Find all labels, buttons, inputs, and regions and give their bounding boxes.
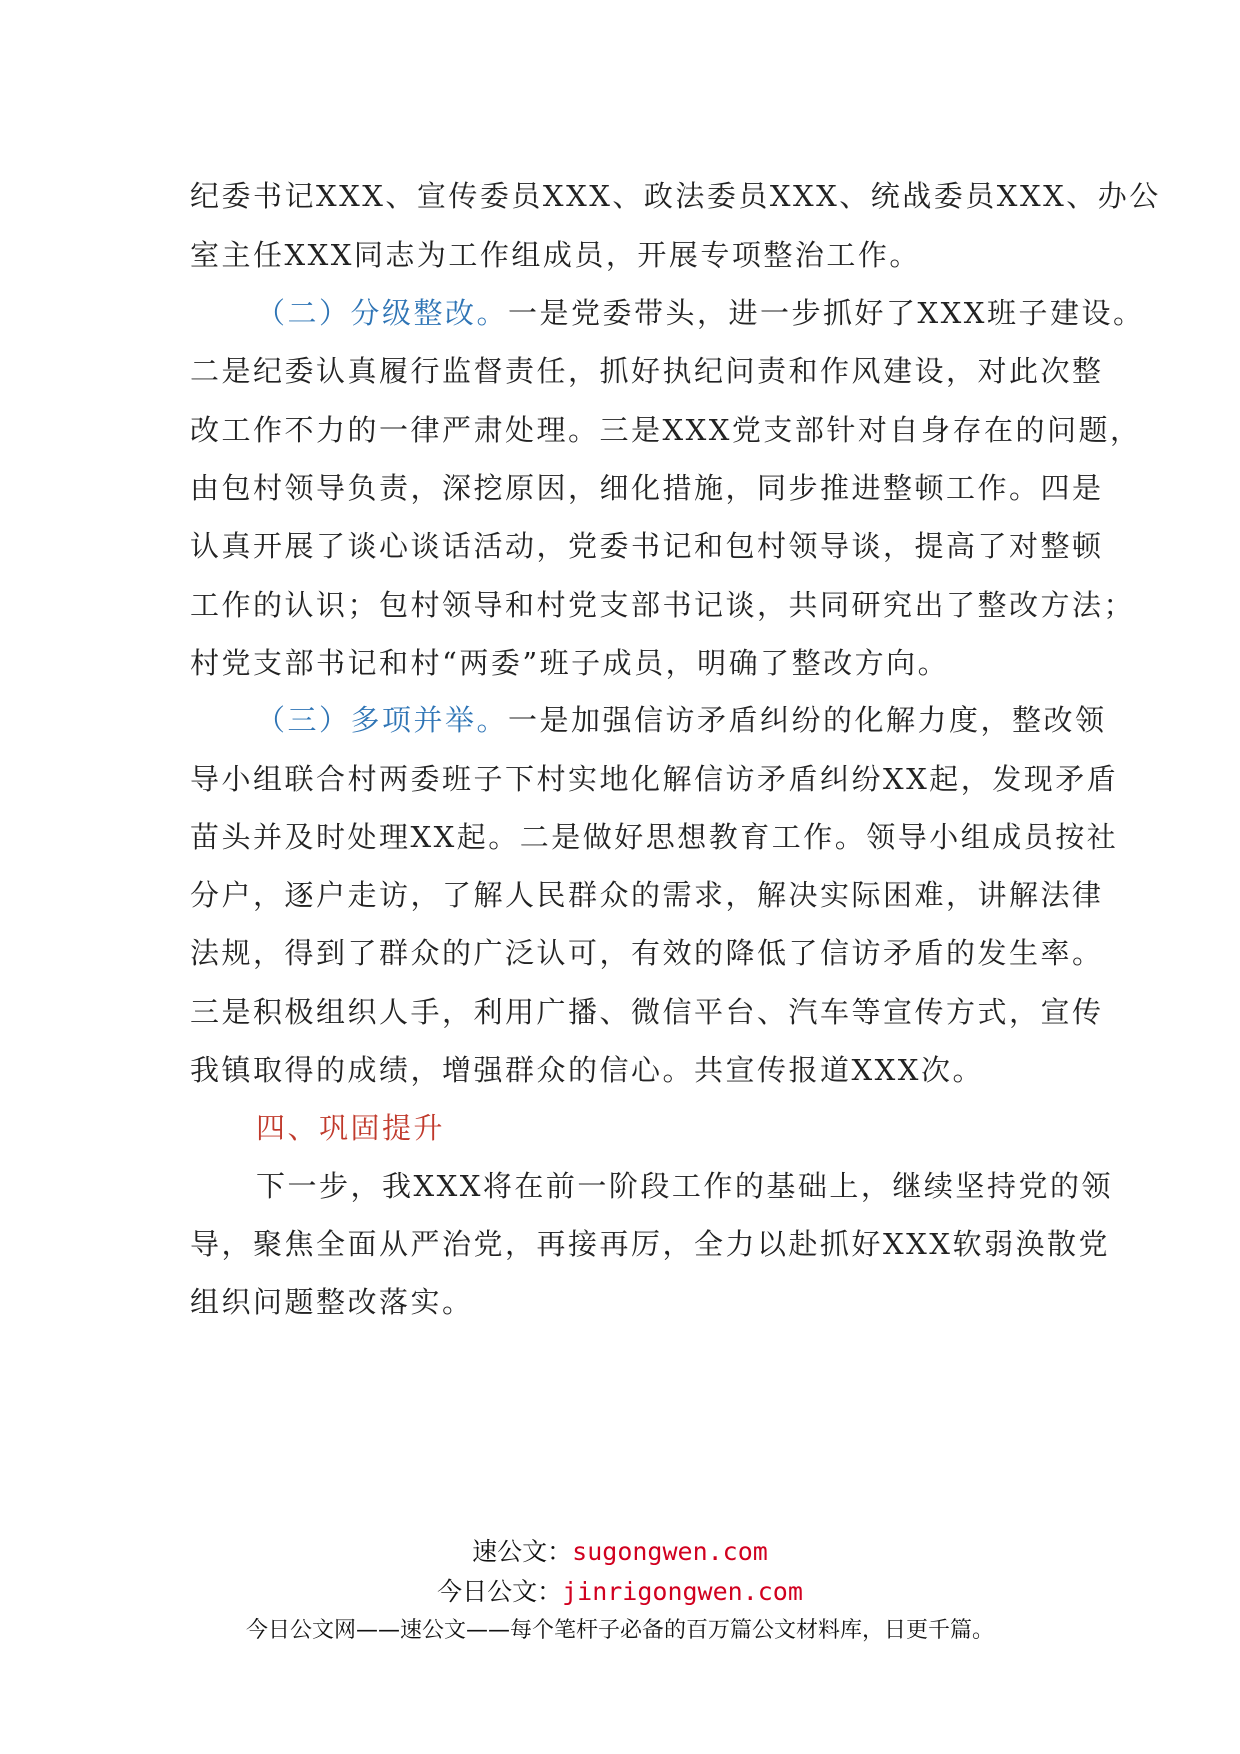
text-line: 三是积极组织人手，利用广播、微信平台、汽车等宣传方式，宣传 [190,995,1104,1029]
text-line: 纪委书记XXX、宣传委员XXX、政法委员XXX、统战委员XXX、办公 [190,179,1161,213]
text-line: 二是纪委认真履行监督责任，抓好执纪问责和作风建设，对此次整 [190,354,1104,388]
text-line: 村党支部书记和村“两委”班子成员，明确了整改方向。 [190,646,950,680]
section-2-heading: （二）分级整改。 [256,296,509,330]
footer-line-jinrigongwen [0,1572,1240,1608]
text-line: 分户，逐户走访，了解人民群众的需求，解决实际困难，讲解法律 [190,878,1104,912]
section-3-heading: （三）多项并举。 [256,703,509,737]
section-3-paragraph-start [256,700,1107,740]
footer-label: 速公文： [472,1537,573,1566]
section-2-paragraph-start [256,293,1144,333]
footer-label: 今日公文： [437,1577,563,1606]
text-line: 室主任XXX同志为工作组成员，开展专项整治工作。 [190,238,921,272]
text-line: 法规，得到了群众的广泛认可，有效的降低了信访矛盾的发生率。 [190,936,1104,970]
footer-line-sugongwen [0,1532,1240,1568]
section-2-first-line: 一是党委带头，进一步抓好了XXX班子建设。 [508,296,1145,330]
text-line: 我镇取得的成绩，增强群众的信心。共宣传报道XXX次。 [190,1053,984,1087]
text-line: 工作的认识；包村领导和村党支部书记谈，共同研究出了整改方法； [190,588,1136,622]
section-4-first-line: 下一步，我XXX将在前一阶段工作的基础上，继续坚持党的领 [256,1169,1113,1203]
text-line: 改工作不力的一律严肃处理。三是XXX党支部针对自身存在的问题， [190,413,1142,447]
jinrigongwen-link[interactable]: jinrigongwen.com [562,1577,803,1606]
section-3-first-line: 一是加强信访矛盾纠纷的化解力度，整改领 [508,703,1107,737]
text-line: 认真开展了谈心谈话活动，党委书记和包村领导谈，提高了对整顿 [190,529,1104,563]
text-line: 苗头并及时处理XX起。二是做好思想教育工作。领导小组成员按社 [190,820,1119,854]
section-4-heading: 四、巩固提升 [256,1111,446,1145]
text-line: 导小组联合村两委班子下村实地化解信访矛盾纠纷XX起，发现矛盾 [190,762,1119,796]
footer-tagline: 今日公文网——速公文——每个笔杆子必备的百万篇公文材料库，日更千篇。 [245,1618,994,1643]
text-line: 导，聚焦全面从严治党，再接再厉，全力以赴抓好XXX软弱涣散党 [190,1227,1110,1261]
text-line: 组织问题整改落实。 [190,1285,474,1319]
sugongwen-link[interactable]: sugongwen.com [572,1537,768,1566]
text-line: 由包村领导负责，深挖原因，细化措施，同步推进整顿工作。四是 [190,471,1104,505]
